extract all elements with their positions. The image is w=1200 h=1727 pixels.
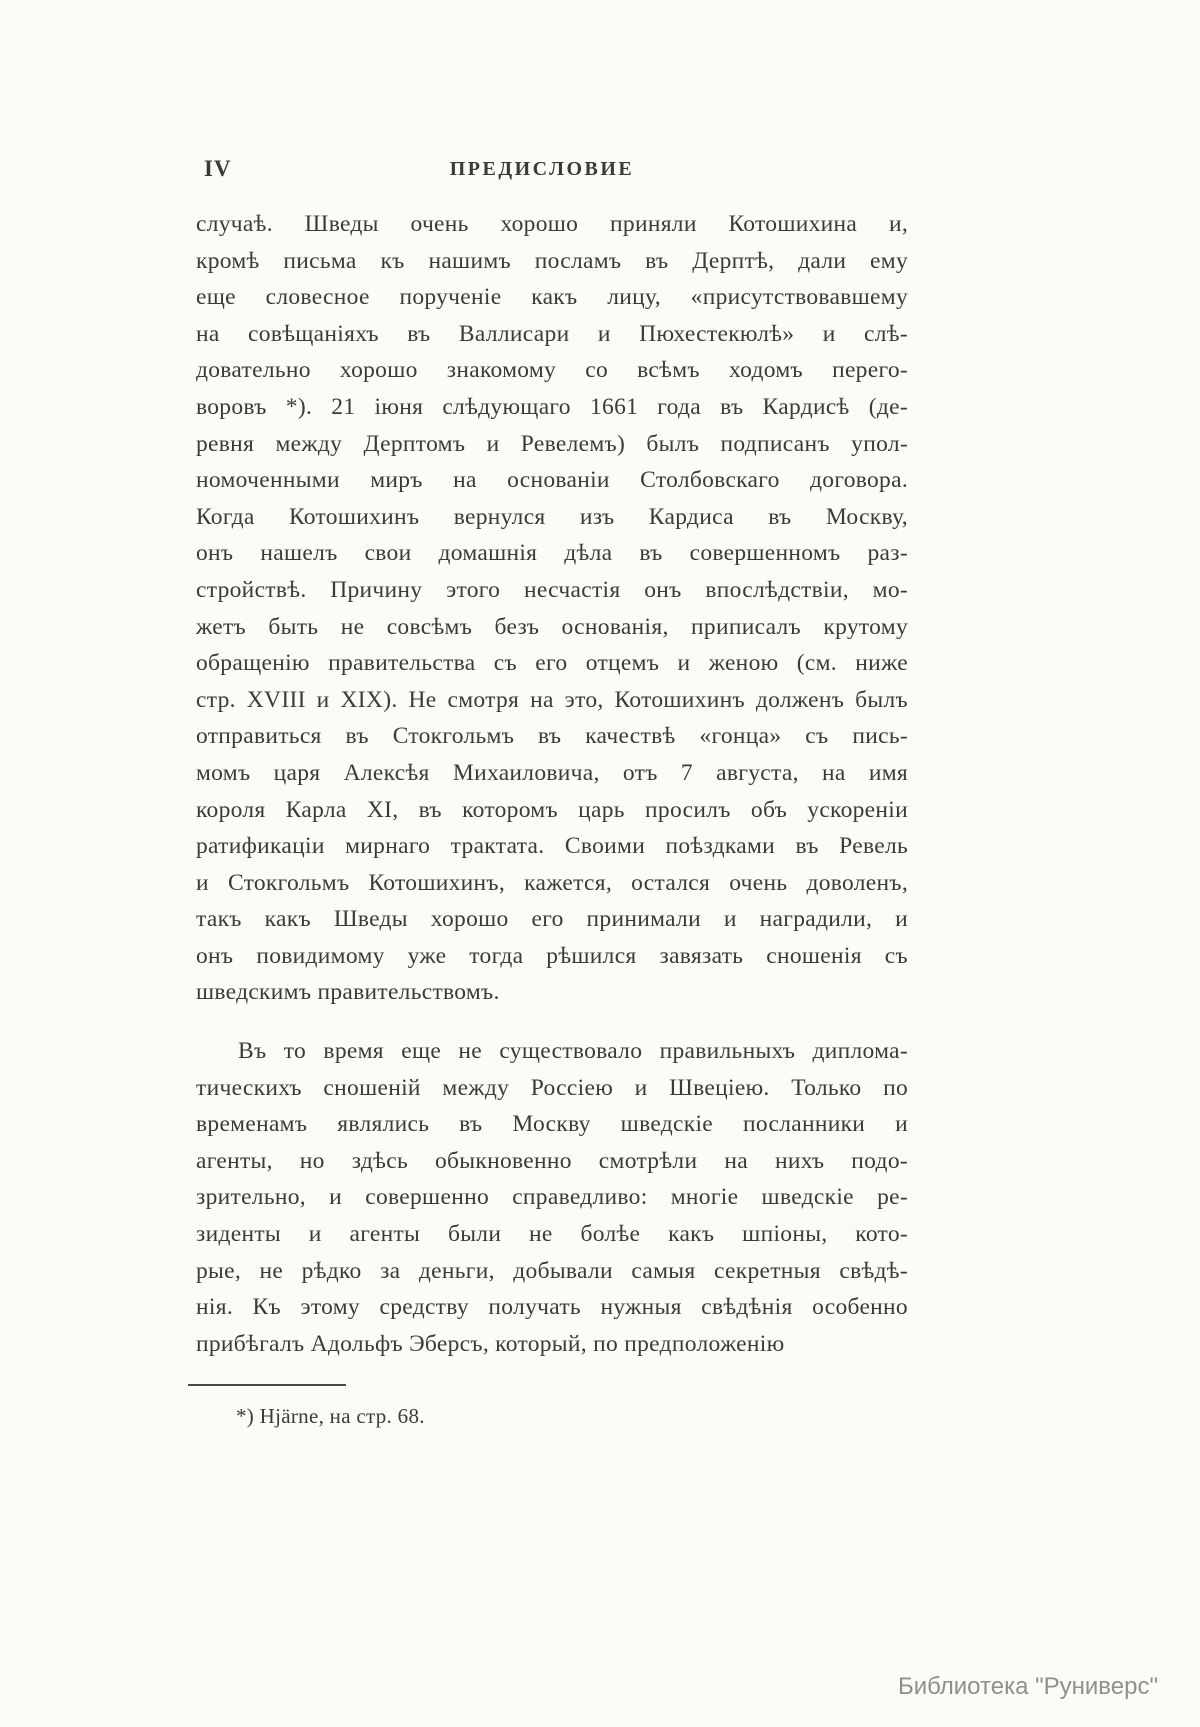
text-line: Когда Котошихинъ вернулся изъ Кардиса въ Москву, bbox=[196, 503, 908, 530]
paragraphs bbox=[196, 206, 908, 1362]
text-line: на совѣщаніяхъ въ Валлисари и Пюхестекюлѣ» и слѣ- bbox=[196, 320, 908, 347]
paragraph bbox=[196, 1033, 908, 1362]
text-line: Въ то время еще не существовало правильныхъ диплома- bbox=[238, 1038, 908, 1065]
text-line: стройствѣ. Причину этого несчастія онъ впослѣдствіи, мо- bbox=[196, 576, 908, 603]
text-line: короля Карла XI, въ которомъ царь просилъ объ ускореніи bbox=[196, 796, 908, 823]
text-line: момъ царя Алексѣя Михаиловича, отъ 7 августа, на имя bbox=[196, 759, 908, 786]
text-line: такъ какъ Шведы хорошо его принимали и наградили, и bbox=[196, 906, 908, 933]
text-line: кромѣ письма къ нашимъ посламъ въ Дерптѣ, дали ему bbox=[196, 247, 908, 274]
text-line: ревня между Дерптомъ и Ревелемъ) былъ подписанъ упол- bbox=[196, 430, 908, 457]
text-line: нія. Къ этому средству получать нужныя свѣдѣнія особенно bbox=[196, 1294, 908, 1321]
text-line: номоченными миръ на основаніи Столбовскаго договора. bbox=[196, 467, 908, 494]
running-head bbox=[196, 156, 908, 190]
page-number: IV bbox=[204, 156, 232, 181]
text-line: и Стокгольмъ Котошихинъ, кажется, остался очень доволенъ, bbox=[196, 869, 908, 896]
text-line: случаѣ. Шведы очень хорошо приняли Котошихина и, bbox=[196, 211, 908, 237]
text-line: жетъ быть не совсѣмъ безъ основанія, приписалъ крутому bbox=[196, 613, 908, 640]
page-title: ПРЕДИСЛОВИЕ bbox=[449, 158, 635, 180]
text-line: зрительно, и совершенно справедливо: многіе шведскіе ре- bbox=[196, 1184, 908, 1211]
footnote-text: *) Hjärne, на стр. 68. bbox=[236, 1404, 425, 1429]
footnote-rule bbox=[188, 1384, 346, 1386]
text-line: стр. XVIII и XIX). Не смотря на это, Котошихинъ долженъ былъ bbox=[196, 686, 908, 713]
text-line: онъ повидимому уже тогда рѣшился завязать сношенія съ bbox=[196, 942, 908, 969]
text-line: временамъ являлись въ Москву шведскіе посланники и bbox=[196, 1111, 908, 1138]
text-line: обращенію правительства съ его отцемъ и женою (см. ниже bbox=[196, 650, 908, 677]
text-line: рые, не рѣдко за деньги, добывали самыя секретныя свѣдѣ- bbox=[196, 1257, 908, 1284]
text-line: зиденты и агенты были не болѣе какъ шпіоны, кото- bbox=[196, 1221, 908, 1248]
text-line: довательно хорошо знакомому со всѣмъ ходомъ перего- bbox=[196, 357, 908, 384]
text-column bbox=[196, 156, 908, 1429]
text-line: еще словесное порученіе какъ лицу, «присутствовавшему bbox=[196, 284, 908, 311]
footnote-block bbox=[196, 1384, 908, 1429]
library-watermark: Библиотека "Руниверс" bbox=[897, 1673, 1158, 1700]
text-line: воровъ *). 21 іюня слѣдующаго 1661 года въ Кардисѣ (де- bbox=[196, 393, 908, 420]
text-line: шведскимъ правительствомъ. bbox=[196, 979, 500, 1006]
text-line: тическихъ сношеній между Россіею и Швеціею. Только по bbox=[196, 1074, 908, 1101]
text-line: ратификаціи мирнаго трактата. Своими поѣздками въ Ревель bbox=[196, 833, 908, 860]
text-line: отправиться въ Стокгольмъ въ качествѣ «гонца» съ пись- bbox=[196, 723, 908, 750]
text-line: агенты, но здѣсь обыкновенно смотрѣли на нихъ подо- bbox=[196, 1147, 908, 1174]
text-line: онъ нашелъ свои домашнія дѣла въ совершенномъ раз- bbox=[196, 540, 908, 567]
text-line: прибѣгалъ Адольфъ Эберсъ, который, по предположенію bbox=[196, 1330, 785, 1357]
paragraph bbox=[196, 206, 908, 1011]
